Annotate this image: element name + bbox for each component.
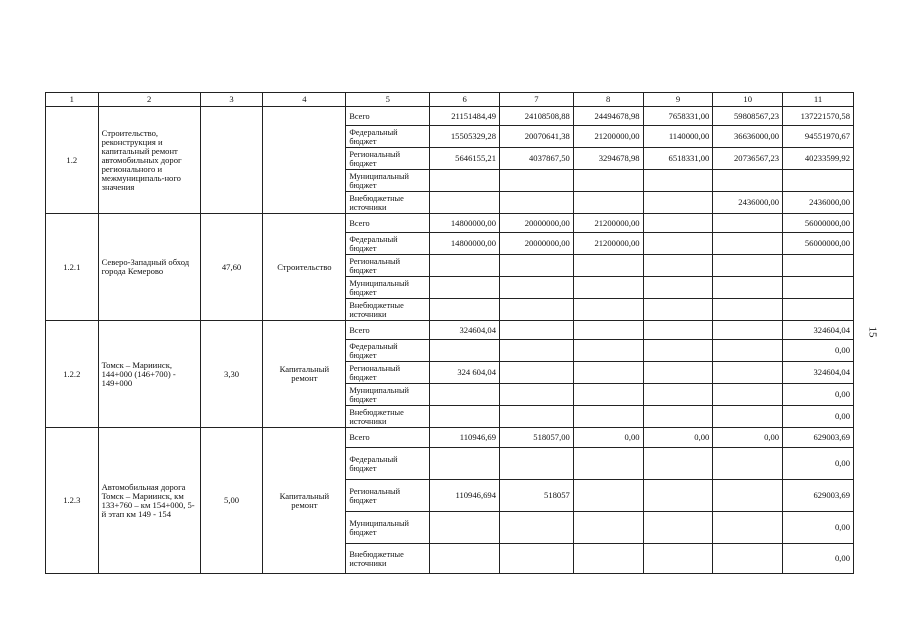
amount-cell (643, 448, 713, 480)
amount-cell (573, 255, 643, 277)
funding-source: Внебюджетные источники (346, 192, 430, 214)
column-header: 7 (500, 93, 574, 107)
amount-cell: 110946,69 (430, 428, 500, 448)
amount-cell: 56000000,00 (783, 233, 854, 255)
item-work-type: Строительство (263, 214, 346, 321)
table-row (46, 107, 854, 126)
amount-cell: 56000000,00 (783, 214, 854, 233)
amount-cell (430, 384, 500, 406)
amount-cell (783, 255, 854, 277)
amount-cell (643, 362, 713, 384)
amount-cell (713, 362, 783, 384)
amount-cell (643, 277, 713, 299)
column-header: 2 (98, 93, 200, 107)
amount-cell (713, 384, 783, 406)
amount-cell (500, 192, 574, 214)
amount-cell (643, 192, 713, 214)
amount-cell (430, 170, 500, 192)
funding-source: Муниципальный бюджет (346, 512, 430, 544)
funding-source: Региональный бюджет (346, 255, 430, 277)
amount-cell (500, 321, 574, 340)
table-body (46, 107, 854, 574)
amount-cell (573, 448, 643, 480)
amount-cell: 20070641,38 (500, 126, 574, 148)
funding-source: Региональный бюджет (346, 362, 430, 384)
amount-cell (713, 544, 783, 574)
amount-cell (500, 512, 574, 544)
item-work-type: Капитальный ремонт (263, 428, 346, 574)
column-header: 1 (46, 93, 99, 107)
amount-cell (783, 170, 854, 192)
table-row (46, 321, 854, 340)
amount-cell: 20736567,23 (713, 148, 783, 170)
amount-cell: 110946,694 (430, 480, 500, 512)
amount-cell: 0,00 (783, 340, 854, 362)
amount-cell (713, 255, 783, 277)
amount-cell: 4037867,50 (500, 148, 574, 170)
funding-source: Муниципальный бюджет (346, 384, 430, 406)
amount-cell: 629003,69 (783, 480, 854, 512)
item-number: 1.2.1 (46, 214, 99, 321)
amount-cell (430, 340, 500, 362)
amount-cell: 2436000,00 (713, 192, 783, 214)
amount-cell: 7658331,00 (643, 107, 713, 126)
column-header: 10 (713, 93, 783, 107)
amount-cell: 6518331,00 (643, 148, 713, 170)
amount-cell (643, 480, 713, 512)
amount-cell (643, 512, 713, 544)
amount-cell: 36636000,00 (713, 126, 783, 148)
amount-cell: 14800000,00 (430, 214, 500, 233)
amount-cell (500, 277, 574, 299)
column-header: 3 (200, 93, 263, 107)
amount-cell (713, 512, 783, 544)
amount-cell (713, 170, 783, 192)
amount-cell (500, 384, 574, 406)
column-header: 9 (643, 93, 713, 107)
amount-cell (643, 233, 713, 255)
amount-cell: 24494678,98 (573, 107, 643, 126)
amount-cell: 0,00 (783, 544, 854, 574)
item-work-type: Капитальный ремонт (263, 321, 346, 428)
column-header: 8 (573, 93, 643, 107)
amount-cell (500, 362, 574, 384)
funding-source: Внебюджетные источники (346, 406, 430, 428)
amount-cell: 94551970,67 (783, 126, 854, 148)
amount-cell: 20000000,00 (500, 214, 574, 233)
funding-source: Муниципальный бюджет (346, 277, 430, 299)
item-length: 3,30 (200, 321, 263, 428)
amount-cell: 21151484,49 (430, 107, 500, 126)
amount-cell: 5646155,21 (430, 148, 500, 170)
funding-source: Федеральный бюджет (346, 126, 430, 148)
amount-cell: 324604,04 (430, 321, 500, 340)
amount-cell: 0,00 (573, 428, 643, 448)
page-number: 15 (866, 326, 879, 338)
amount-cell (500, 544, 574, 574)
funding-source: Всего (346, 428, 430, 448)
item-number: 1.2.2 (46, 321, 99, 428)
amount-cell (783, 277, 854, 299)
amount-cell (500, 255, 574, 277)
amount-cell (643, 299, 713, 321)
amount-cell: 324 604,04 (430, 362, 500, 384)
amount-cell (500, 340, 574, 362)
amount-cell (573, 340, 643, 362)
amount-cell: 14800000,00 (430, 233, 500, 255)
amount-cell: 2436000,00 (783, 192, 854, 214)
amount-cell: 137221570,58 (783, 107, 854, 126)
amount-cell (430, 544, 500, 574)
amount-cell: 324604,04 (783, 321, 854, 340)
amount-cell (643, 214, 713, 233)
amount-cell (430, 406, 500, 428)
item-length (200, 107, 263, 214)
amount-cell (573, 362, 643, 384)
amount-cell: 629003,69 (783, 428, 854, 448)
amount-cell (430, 192, 500, 214)
amount-cell: 518057,00 (500, 428, 574, 448)
amount-cell (643, 384, 713, 406)
item-name: Автомобильная дорога Томск – Мариинск, км 133+760 – км 154+000, 5-й этап км 149 - 154 (98, 428, 200, 574)
amount-cell (643, 321, 713, 340)
amount-cell: 324604,04 (783, 362, 854, 384)
funding-source: Всего (346, 321, 430, 340)
amount-cell: 1140000,00 (643, 126, 713, 148)
amount-cell: 24108508,88 (500, 107, 574, 126)
amount-cell (573, 299, 643, 321)
amount-cell (643, 255, 713, 277)
amount-cell (713, 214, 783, 233)
amount-cell: 0,00 (783, 406, 854, 428)
amount-cell (430, 255, 500, 277)
funding-source: Федеральный бюджет (346, 233, 430, 255)
funding-source: Федеральный бюджет (346, 340, 430, 362)
amount-cell: 59808567,23 (713, 107, 783, 126)
amount-cell (573, 384, 643, 406)
item-number: 1.2.3 (46, 428, 99, 574)
amount-cell (713, 406, 783, 428)
funding-source: Внебюджетные источники (346, 544, 430, 574)
amount-cell (713, 480, 783, 512)
amount-cell (500, 299, 574, 321)
amount-cell (783, 299, 854, 321)
amount-cell (573, 277, 643, 299)
funding-source: Федеральный бюджет (346, 448, 430, 480)
amount-cell (573, 406, 643, 428)
item-number: 1.2 (46, 107, 99, 214)
column-header: 5 (346, 93, 430, 107)
funding-source: Внебюджетные источники (346, 299, 430, 321)
amount-cell: 0,00 (643, 428, 713, 448)
table-row (46, 428, 854, 448)
amount-cell (713, 321, 783, 340)
amount-cell: 0,00 (783, 448, 854, 480)
amount-cell (430, 277, 500, 299)
amount-cell: 21200000,00 (573, 126, 643, 148)
amount-cell: 21200000,00 (573, 214, 643, 233)
column-header: 4 (263, 93, 346, 107)
item-name: Томск – Мариинск, 144+000 (146+700) - 149+000 (98, 321, 200, 428)
budget-table (45, 92, 854, 574)
amount-cell (713, 277, 783, 299)
amount-cell (573, 544, 643, 574)
amount-cell (573, 512, 643, 544)
amount-cell: 3294678,98 (573, 148, 643, 170)
item-work-type (263, 107, 346, 214)
table-row (46, 214, 854, 233)
amount-cell: 21200000,00 (573, 233, 643, 255)
amount-cell: 20000000,00 (500, 233, 574, 255)
amount-cell (500, 448, 574, 480)
column-number-row (46, 93, 854, 107)
amount-cell (430, 448, 500, 480)
item-length: 47,60 (200, 214, 263, 321)
amount-cell (500, 170, 574, 192)
amount-cell (643, 544, 713, 574)
funding-source: Всего (346, 214, 430, 233)
amount-cell: 0,00 (783, 512, 854, 544)
column-header: 6 (430, 93, 500, 107)
amount-cell (500, 406, 574, 428)
item-name: Строительство, реконструкция и капитальный ремонт автомобильных дорог регионального и межмуниципаль-ного значения (98, 107, 200, 214)
amount-cell (713, 233, 783, 255)
amount-cell (573, 192, 643, 214)
amount-cell (573, 480, 643, 512)
amount-cell (643, 340, 713, 362)
item-name: Северо-Западный обход города Кемерово (98, 214, 200, 321)
amount-cell (713, 340, 783, 362)
amount-cell (430, 512, 500, 544)
amount-cell (430, 299, 500, 321)
amount-cell (713, 299, 783, 321)
amount-cell (573, 321, 643, 340)
amount-cell (713, 448, 783, 480)
amount-cell (643, 406, 713, 428)
funding-source: Региональный бюджет (346, 148, 430, 170)
amount-cell (643, 170, 713, 192)
amount-cell: 0,00 (713, 428, 783, 448)
amount-cell: 40233599,92 (783, 148, 854, 170)
funding-source: Региональный бюджет (346, 480, 430, 512)
amount-cell: 0,00 (783, 384, 854, 406)
column-header: 11 (783, 93, 854, 107)
funding-source: Муниципальный бюджет (346, 170, 430, 192)
amount-cell: 15505329,28 (430, 126, 500, 148)
item-length: 5,00 (200, 428, 263, 574)
funding-source: Всего (346, 107, 430, 126)
amount-cell: 518057 (500, 480, 574, 512)
amount-cell (573, 170, 643, 192)
